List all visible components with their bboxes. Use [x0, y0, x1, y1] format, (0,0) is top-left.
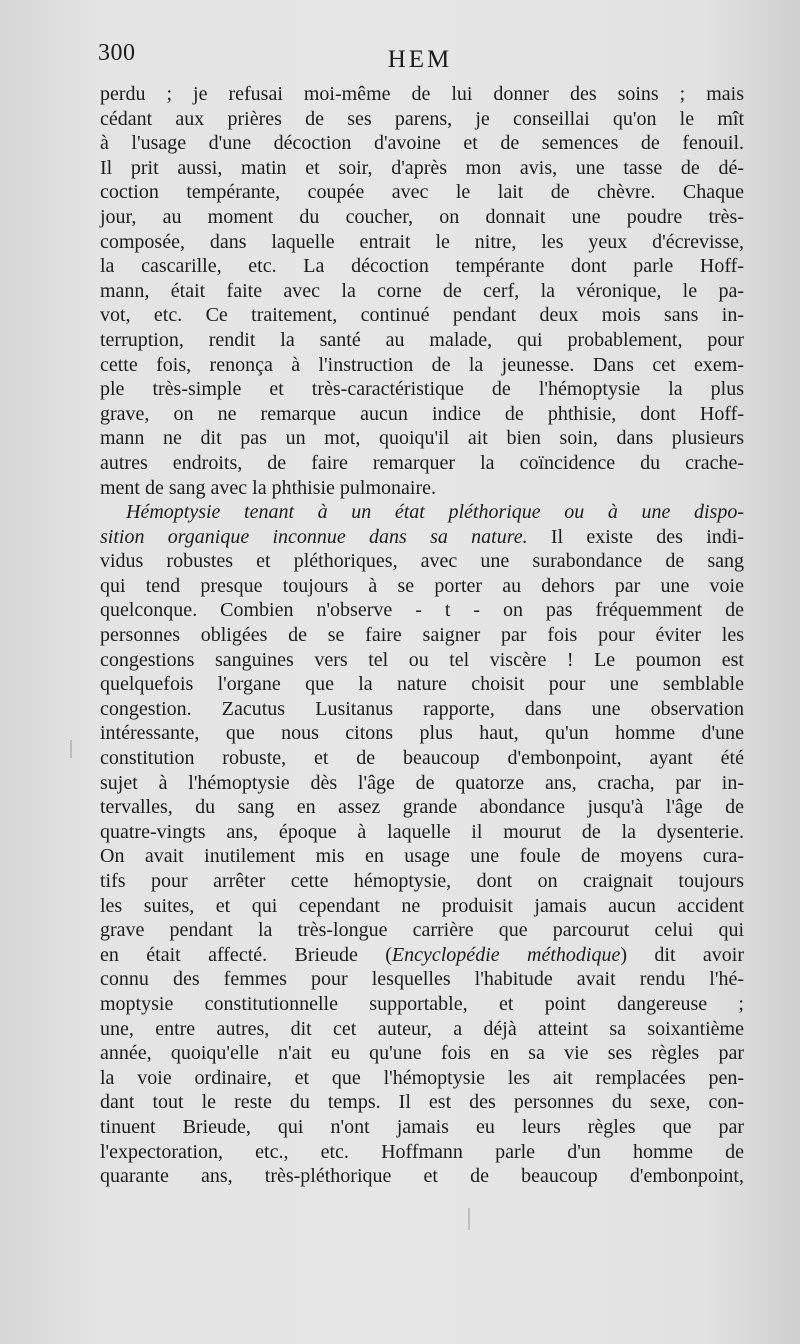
- section-heading-line: [100, 525, 744, 550]
- text-line: coction tempérante, coupée avec le lait de chèvre. Chaque: [100, 181, 744, 204]
- text-line: personnes obligées de se faire saigner par fois pour éviter les: [100, 624, 744, 647]
- encyclopedie-title: Encyclopédie méthodique: [391, 943, 621, 966]
- text-line: quatre-vingts ans, époque à laquelle il mourut de la dysenterie.: [100, 820, 744, 843]
- text-line: vot, etc. Ce traitement, continué pendant deux mois sans in-: [100, 304, 744, 327]
- text-line: mann, était faite avec la corne de cerf, la véronique, le pa-: [100, 279, 744, 302]
- text-line: tinuent Brieude, qui n'ont jamais eu leurs règles que par: [100, 1115, 744, 1138]
- text-line: jour, au moment du coucher, on donnait une poudre très-: [100, 205, 744, 228]
- text-line: cédant aux prières de ses parens, je conseillai qu'on le mît: [100, 107, 744, 130]
- text-line: constitution robuste, et de beaucoup d'embonpoint, ayant été: [100, 747, 744, 770]
- text-line: tervalles, du sang en assez grande abondance jusqu'à l'âge de: [100, 796, 744, 819]
- section-heading-line: [100, 500, 744, 525]
- text-line: sujet à l'hémoptysie dès l'âge de quatorze ans, cracha, par in-: [100, 771, 744, 794]
- paragraph-end-line: ment de sang avec la phthisie pulmonaire.: [100, 476, 437, 499]
- text-line: l'expectoration, etc., etc. Hoffmann parle d'un homme de: [100, 1140, 744, 1163]
- text-line: intéressante, que nous citons plus haut, qu'un homme d'une: [100, 722, 744, 745]
- body-text: [100, 82, 744, 1189]
- text-line: [100, 943, 744, 968]
- text-line: année, quoiqu'elle n'ait eu qu'une fois en sa vie ses règles par: [100, 1042, 744, 1065]
- text-line: cette fois, renonça à l'instruction de la jeunesse. Dans cet exem-: [100, 353, 744, 376]
- text-line: quelconque. Combien n'observe - t - on pas fréquemment de: [100, 599, 744, 622]
- section-heading-italic: sition organique inconnue dans sa nature.: [100, 525, 528, 548]
- text-line: ple très-simple et très-caractéristique de l'hémoptysie la plus: [100, 378, 744, 401]
- brieude-post: ) dit avoir: [620, 943, 745, 966]
- section-heading-italic: Hémoptysie tenant à un état pléthorique ou à une dispo-: [126, 501, 744, 524]
- paper-speck: [70, 740, 72, 758]
- text-line: terruption, rendit la santé au malade, qui probablement, pour: [100, 328, 744, 351]
- text-line: vidus robustes et pléthoriques, avec une surabondance de sang: [100, 550, 744, 573]
- text-line: congestions sanguines vers tel ou tel viscère ! Le poumon est: [100, 648, 744, 671]
- text-line: les suites, et qui cependant ne produisit jamais aucun accident: [100, 894, 744, 917]
- text-line: Il prit aussi, matin et soir, d'après mon avis, une tasse de dé-: [100, 156, 744, 179]
- running-head: HEM: [387, 46, 453, 73]
- text-line: grave pendant la très-longue carrière que parcourut celui qui: [100, 919, 744, 942]
- text-line: quarante ans, très-pléthorique et de beaucoup d'embonpoint,: [100, 1165, 744, 1188]
- text-line: perdu ; je refusai moi-même de lui donner des soins ; mais: [100, 83, 744, 105]
- text-line: grave, on ne remarque aucun indice de phthisie, dont Hoff-: [100, 402, 744, 425]
- brieude-pre: en était affecté. Brieude (: [100, 943, 392, 966]
- section-heading-rest: Il existe des indi-: [527, 525, 744, 548]
- text-line: une, entre autres, dit cet auteur, a déjà atteint sa soixantième: [100, 1017, 744, 1040]
- text-line: On avait inutilement mis en usage une foule de moyens cura-: [100, 845, 744, 868]
- text-line: congestion. Zacutus Lusitanus rapporte, dans une observation: [100, 697, 744, 720]
- page-number: 300: [98, 40, 136, 66]
- text-line: autres endroits, de faire remarquer la coïncidence du crache-: [100, 451, 744, 474]
- text-line: dant tout le reste du temps. Il est des personnes du sexe, con-: [100, 1091, 744, 1114]
- text-line: la voie ordinaire, et que l'hémoptysie les ait remplacées pen-: [100, 1066, 744, 1089]
- text-line: à l'usage d'une décoction d'avoine et de semences de fenouil.: [100, 132, 744, 155]
- paper-speck: [468, 1208, 470, 1230]
- text-line: qui tend presque toujours à se porter au dehors par une voie: [100, 574, 744, 597]
- text-line: mann ne dit pas un mot, quoiqu'il ait bien soin, dans plusieurs: [100, 427, 744, 450]
- text-line: quelquefois l'organe que la nature choisit pour une semblable: [100, 673, 744, 696]
- text-line: moptysie constitutionnelle supportable, et point dangereuse ;: [100, 992, 744, 1015]
- text-line: connu des femmes pour lesquelles l'habitude avait rendu l'hé-: [100, 968, 744, 991]
- text-line: la cascarille, etc. La décoction tempérante dont parle Hoff-: [100, 255, 744, 278]
- text-line: tifs pour arrêter cette hémoptysie, dont on craignait toujours: [100, 870, 744, 892]
- text-line: composée, dans laquelle entrait le nitre, les yeux d'écrevisse,: [100, 230, 744, 253]
